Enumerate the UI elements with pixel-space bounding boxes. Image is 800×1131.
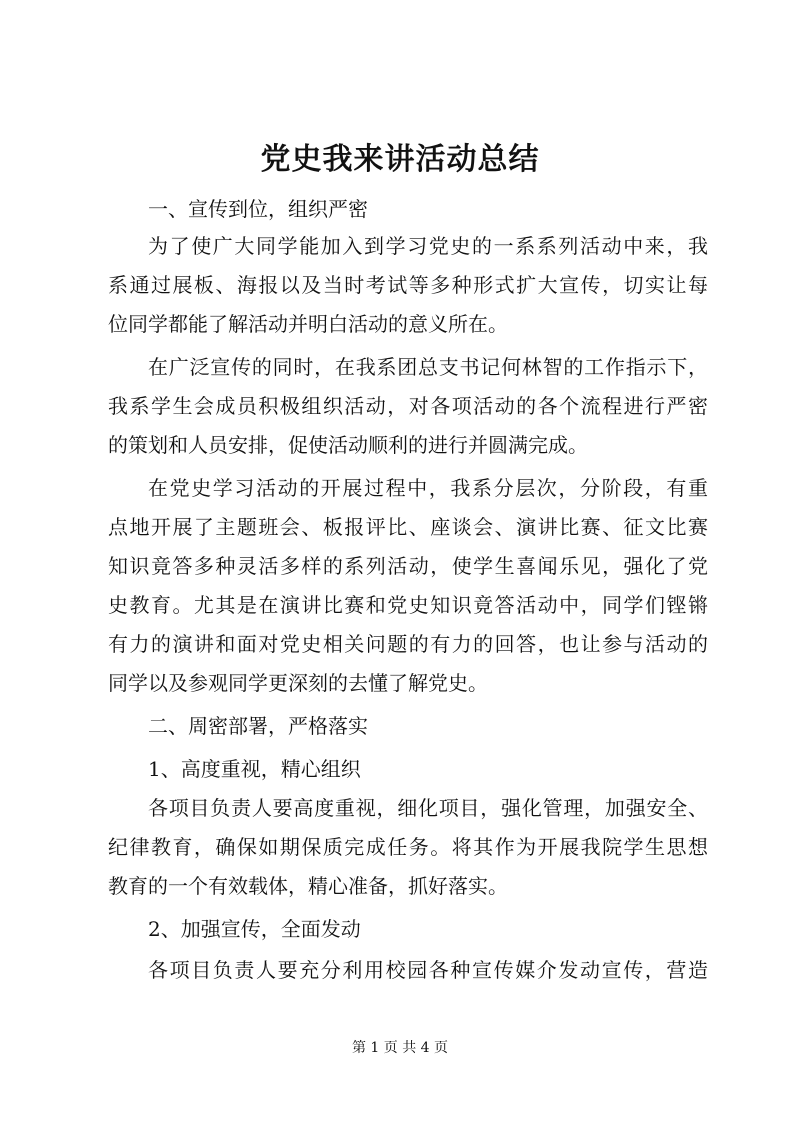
section-heading-2: 二、周密部署，严格落实 xyxy=(148,714,368,738)
subsection-heading-2: 2、加强宣传，全面发动 xyxy=(148,917,361,941)
paragraph-line: 位同学都能了解活动并明白活动的意义所在。 xyxy=(108,312,508,336)
paragraph-line: 为了使广大同学能加入到学习党史的一系系列活动中来，我 xyxy=(148,234,708,258)
paragraph-line: 各项目负责人要充分利用校园各种宣传媒介发动宣传，营造 xyxy=(148,958,708,982)
paragraph-line: 知识竟答多种灵活多样的系列活动，使学生喜闻乐见，强化了党 xyxy=(108,554,708,578)
section-heading-1: 一、宣传到位，组织严密 xyxy=(148,197,368,221)
paragraph-line: 同学以及参观同学更深刻的去懂了解党史。 xyxy=(108,671,488,695)
paragraph-line: 史教育。尤其是在演讲比赛和党史知识竟答活动中，同学们铿锵 xyxy=(108,593,708,617)
subsection-heading-1: 1、高度重视，精心组织 xyxy=(148,757,361,781)
paragraph-line: 有力的演讲和面对党史相关问题的有力的回答，也让参与活动的 xyxy=(108,632,708,656)
paragraph-line: 在广泛宣传的同时，在我系团总支书记何林智的工作指示下， xyxy=(148,355,708,379)
paragraph-line: 在党史学习活动的开展过程中，我系分层次，分阶段，有重 xyxy=(148,476,708,500)
paragraph-line: 各项目负责人要高度重视，细化项目，强化管理，加强安全、 xyxy=(148,796,708,820)
paragraph-line: 纪律教育，确保如期保质完成任务。将其作为开展我院学生思想 xyxy=(108,835,708,859)
paragraph-line: 点地开展了主题班会、板报评比、座谈会、演讲比赛、征文比赛 xyxy=(108,515,708,539)
paragraph-line: 我系学生会成员积极组织活动，对各项活动的各个流程进行严密 xyxy=(108,394,708,418)
page-number: 第 1 页 共 4 页 xyxy=(351,1040,449,1056)
paragraph-line: 的策划和人员安排，促使活动顺利的进行并圆满完成。 xyxy=(108,433,588,457)
paragraph-line: 教育的一个有效载体，精心准备，抓好落实。 xyxy=(108,874,508,898)
document-title: 党史我来讲活动总结 xyxy=(260,142,540,177)
paragraph-line: 系通过展板、海报以及当时考试等多种形式扩大宣传，切实让每 xyxy=(108,273,708,297)
